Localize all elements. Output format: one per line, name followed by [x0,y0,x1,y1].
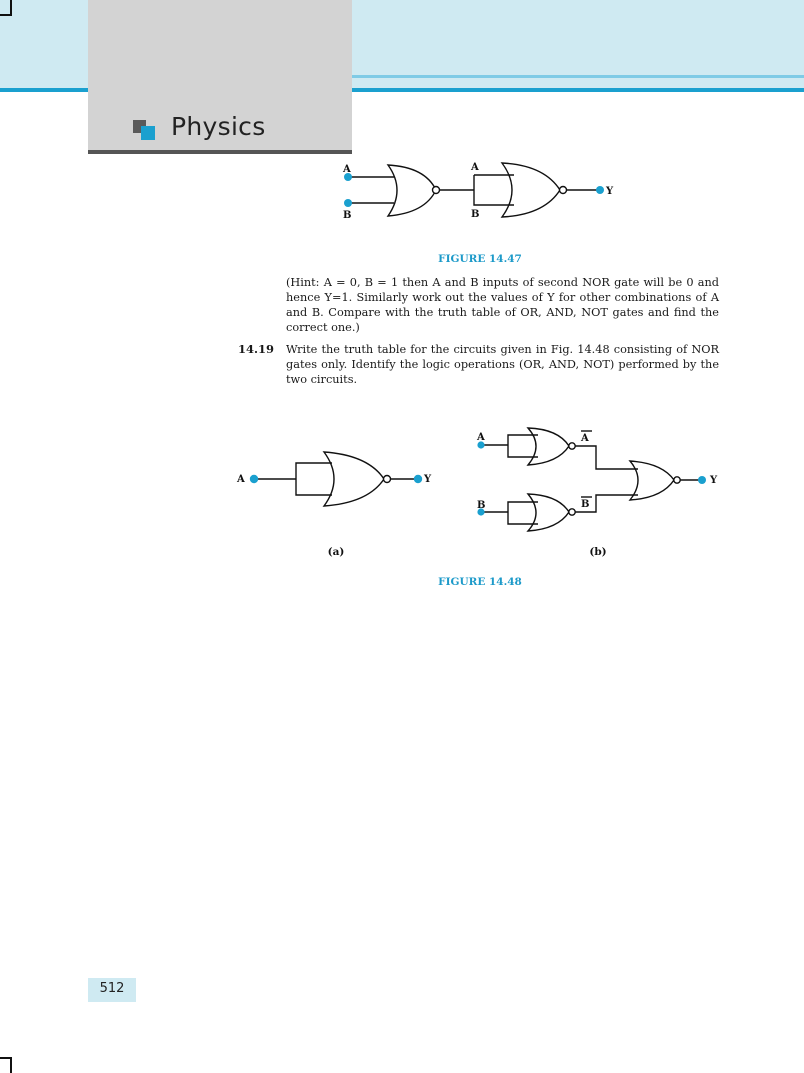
fig1448b-label-a-bar: A [581,433,589,444]
fig1448a-label-a: A [237,474,245,485]
figure-14-48b-circuit [470,425,730,537]
fig1447-gate2-label-b: B [471,209,480,220]
fig1448b-label-y: Y [710,475,718,486]
fig1448b-label-a: A [477,432,485,443]
fig1447-label-b: B [343,210,352,221]
chapter-tab-rule [88,150,352,154]
question-number: 14.19 [238,342,275,356]
fig1447-label-y: Y [606,186,614,197]
chapter-title: Physics [171,112,266,141]
chapter-logo-icon [133,118,157,142]
figure-14-48b-label: (b) [589,546,607,558]
crop-mark-top-left [0,0,12,16]
figure-14-48a-circuit [232,445,442,515]
figure-14-47-caption: FIGURE 14.47 [438,253,522,265]
figure-14-48-caption: FIGURE 14.48 [438,576,522,588]
hint-paragraph: (Hint: A = 0, B = 1 then A and B inputs of second NOR gate will be 0 and hence Y=1. Similarly work out the values of Y for other combinations of A and B. Compare with the truth table of OR, AND, NOT gates and find the correct one.) [286,276,719,334]
fig1448b-label-b-bar: B [581,499,590,510]
question-text: Write the truth table for the circuits given in Fig. 14.48 consisting of NOR gates only. Identify the logic operations (OR, AND, NOT) performed by the two circuits. [286,343,719,386]
header-thin-rule [352,75,804,78]
fig1448a-label-y: Y [424,474,432,485]
fig1447-label-a: A [343,164,351,175]
figure-14-47-circuit [330,155,630,225]
fig1447-gate2-label-a: A [471,162,479,173]
figure-14-48a-label: (a) [327,546,345,558]
fig1448b-label-b: B [477,500,486,511]
page-number: 512 [99,981,125,996]
